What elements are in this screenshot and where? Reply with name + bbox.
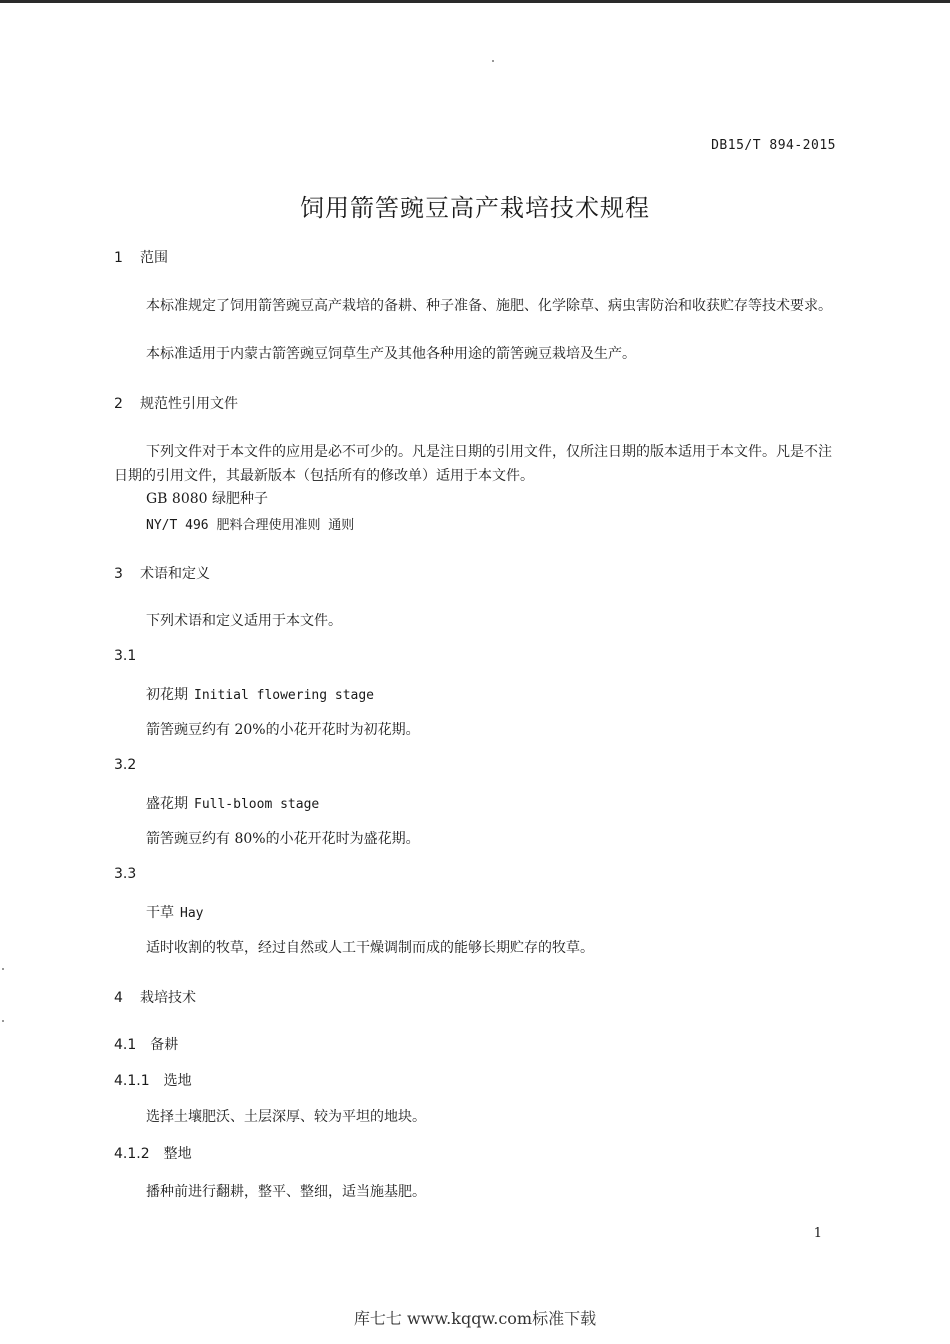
section-title: 术语和定义 [140, 566, 210, 582]
term-definition: 适时收割的牧草，经过自然或人工干燥调制而成的能够长期贮存的牧草。 [146, 940, 594, 956]
subsection-4-1-1-text: 选择土壤肥沃、土层深厚、较为平坦的地块。 [146, 1109, 426, 1125]
scan-speck [2, 968, 4, 970]
subsection-4-1-2-heading [114, 1143, 192, 1163]
term-definition: 箭筈豌豆约有 20%的小花开花时为初花期。 [146, 722, 420, 738]
term-heading [146, 902, 203, 922]
section-title: 范围 [140, 250, 168, 266]
section-title: 规范性引用文件 [140, 396, 238, 412]
section-3-paragraph-1: 下列术语和定义适用于本文件。 [146, 613, 342, 629]
section-title: 栽培技术 [140, 990, 196, 1006]
term-en: Initial flowering stage [194, 688, 375, 703]
footer-watermark: 库七七 www.kqqw.com标准下载 [353, 1309, 597, 1328]
subsection-title: 选地 [163, 1073, 192, 1089]
subsection-number: 4.1 [114, 1037, 137, 1053]
term-en: Hay [180, 906, 204, 921]
subsection-title: 整地 [163, 1146, 192, 1162]
term-cn: 盛花期 [146, 796, 188, 812]
subsection-4-1-heading [114, 1034, 178, 1054]
section-number: 3 [114, 566, 123, 582]
section-1-paragraph-1: 本标准规定了饲用箭筈豌豆高产栽培的备耕、种子准备、施肥、化学除草、病虫害防治和收获贮存等技术要求。 [146, 298, 832, 314]
scan-speck [492, 60, 494, 62]
top-scan-line [0, 0, 950, 3]
term-heading [146, 684, 374, 704]
section-2-paragraph-1: 下列文件对于本文件的应用是必不可少的。凡是注日期的引用文件，仅所注日期的版本适用于本文件。凡是不注日期的引用文件，其最新版本（包括所有的修改单）适用于本文件。 [114, 444, 832, 484]
reference-ny-t-496: NY/T 496 肥料合理使用准则 通则 [146, 518, 355, 533]
term-cn: 初花期 [146, 687, 188, 703]
section-number: 1 [114, 250, 123, 266]
subsection-number: 4.1.2 [114, 1146, 150, 1162]
subsection-4-1-2-text: 播种前进行翻耕，整平、整细，适当施基肥。 [146, 1184, 426, 1200]
section-number: 4 [114, 990, 123, 1006]
section-number: 2 [114, 396, 123, 412]
page-number: 1 [813, 1226, 822, 1241]
subsection-4-1-1-heading [114, 1070, 192, 1090]
section-1-paragraph-2: 本标准适用于内蒙古箭筈豌豆饲草生产及其他各种用途的箭筈豌豆栽培及生产。 [146, 346, 636, 362]
term-definition: 箭筈豌豆约有 80%的小花开花时为盛花期。 [146, 831, 420, 847]
term-number: 3.2 [114, 757, 137, 773]
subsection-title: 备耕 [150, 1037, 179, 1053]
term-number: 3.3 [114, 866, 137, 882]
term-heading [146, 793, 319, 813]
section-3-heading [114, 563, 210, 583]
document-title: 饲用箭筈豌豆高产栽培技术规程 [300, 194, 650, 222]
term-en: Full-bloom stage [194, 797, 320, 812]
section-2-heading [114, 393, 238, 413]
subsection-number: 4.1.1 [114, 1073, 150, 1089]
scan-speck [2, 1020, 4, 1022]
standard-number: DB15/T 894-2015 [711, 138, 836, 153]
term-cn: 干草 [146, 905, 174, 921]
reference-gb-8080: GB 8080 绿肥种子 [146, 491, 269, 507]
section-4-heading [114, 987, 196, 1007]
section-1-heading [114, 247, 168, 267]
term-number: 3.1 [114, 648, 137, 664]
